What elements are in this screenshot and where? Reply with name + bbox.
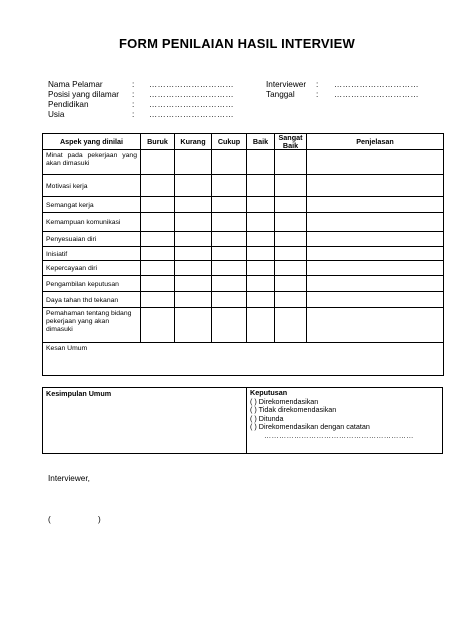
explanation-cell[interactable]: [307, 213, 444, 232]
catatan-dots[interactable]: ……………………………………………………: [264, 430, 414, 440]
info-colon: :: [132, 110, 135, 119]
rating-cell[interactable]: [275, 232, 307, 247]
info-label: Nama Pelamar: [48, 80, 103, 89]
rating-cell[interactable]: [141, 276, 175, 292]
explanation-cell[interactable]: [307, 232, 444, 247]
rating-cell[interactable]: [212, 175, 247, 197]
keputusan-section: [250, 389, 414, 441]
info-dots[interactable]: …………………………: [149, 110, 234, 119]
rating-cell[interactable]: [275, 308, 307, 343]
rating-cell[interactable]: [212, 232, 247, 247]
kesan-umum-row: [43, 343, 444, 376]
rating-cell[interactable]: [275, 261, 307, 276]
info-row-tanggal: [266, 90, 446, 100]
rating-cell[interactable]: [175, 308, 212, 343]
rating-cell[interactable]: [247, 213, 275, 232]
explanation-cell[interactable]: [307, 247, 444, 261]
rating-cell[interactable]: [275, 197, 307, 213]
kesan-umum-cell[interactable]: Kesan Umum: [43, 343, 444, 376]
table-row: [43, 232, 444, 247]
info-dots[interactable]: …………………………: [149, 80, 234, 89]
rating-cell[interactable]: [247, 197, 275, 213]
rating-cell[interactable]: [175, 247, 212, 261]
rating-cell[interactable]: [247, 232, 275, 247]
info-dots[interactable]: …………………………: [334, 90, 419, 99]
table-row: [43, 292, 444, 308]
rating-cell[interactable]: [247, 247, 275, 261]
info-colon: :: [132, 100, 135, 109]
info-colon: :: [316, 80, 319, 89]
info-row-usia: [48, 110, 258, 120]
header-penjelasan: Penjelasan: [307, 134, 444, 150]
info-dots[interactable]: …………………………: [149, 90, 234, 99]
rating-cell[interactable]: [141, 197, 175, 213]
option-direkomendasikan[interactable]: ( ) Direkomendasikan: [250, 396, 319, 406]
table-row: [43, 213, 444, 232]
info-dots[interactable]: …………………………: [149, 100, 234, 109]
rating-cell[interactable]: [175, 292, 212, 308]
aspect-label: Kepercayaan diri: [43, 261, 141, 276]
info-label: Pendidikan: [48, 100, 89, 109]
rating-cell[interactable]: [212, 292, 247, 308]
rating-cell[interactable]: [141, 261, 175, 276]
rating-cell[interactable]: [275, 247, 307, 261]
rating-cell[interactable]: [141, 247, 175, 261]
signature-bracket-open: (: [48, 515, 51, 524]
rating-cell[interactable]: [175, 150, 212, 175]
info-dots[interactable]: …………………………: [334, 80, 419, 89]
table-row: [43, 276, 444, 292]
info-colon: :: [132, 90, 135, 99]
info-label: Usia: [48, 110, 65, 119]
rating-cell[interactable]: [275, 276, 307, 292]
header-kurang: Kurang: [175, 134, 212, 150]
kesimpulan-title: Kesimpulan Umum: [46, 389, 112, 398]
rating-cell[interactable]: [212, 213, 247, 232]
aspect-label: Motivasi kerja: [43, 175, 141, 197]
keputusan-title: Keputusan: [250, 388, 288, 397]
info-row-nama: [48, 80, 258, 90]
rating-cell[interactable]: [175, 175, 212, 197]
rating-cell[interactable]: [212, 276, 247, 292]
rating-cell[interactable]: [275, 292, 307, 308]
rating-cell[interactable]: [247, 276, 275, 292]
rating-cell[interactable]: [275, 213, 307, 232]
table-row: [43, 261, 444, 276]
header-buruk: Buruk: [141, 134, 175, 150]
rating-cell[interactable]: [141, 150, 175, 175]
table-row: [43, 247, 444, 261]
rating-cell[interactable]: [247, 308, 275, 343]
info-row-pendidikan: [48, 100, 258, 110]
rating-cell[interactable]: [175, 232, 212, 247]
explanation-cell[interactable]: [307, 197, 444, 213]
form-title: FORM PENILAIAN HASIL INTERVIEW: [119, 36, 355, 51]
conclusion-box: [42, 387, 443, 454]
table-row: [43, 150, 444, 175]
aspect-label: Minat pada pekerjaan yang akan dimasuki: [43, 150, 141, 175]
info-label: Posisi yang dilamar: [48, 90, 119, 99]
explanation-cell[interactable]: [307, 276, 444, 292]
header-cukup: Cukup: [212, 134, 247, 150]
aspect-label: Inisiatif: [43, 247, 141, 261]
table-row: [43, 197, 444, 213]
rating-cell[interactable]: [141, 308, 175, 343]
info-row-posisi: [48, 90, 258, 100]
aspect-label: Kemampuan komunikasi: [43, 213, 141, 232]
rating-cell[interactable]: [212, 197, 247, 213]
rating-cell[interactable]: [212, 308, 247, 343]
info-label: Tanggal: [266, 90, 295, 99]
explanation-cell[interactable]: [307, 308, 444, 343]
table-row: [43, 308, 444, 343]
aspect-label: Penyesuaian diri: [43, 232, 141, 247]
rating-cell[interactable]: [175, 261, 212, 276]
rating-cell[interactable]: [247, 261, 275, 276]
header-sangat-baik: Sangat Baik: [275, 134, 307, 150]
rating-cell[interactable]: [141, 175, 175, 197]
table-header-row: [43, 134, 444, 150]
explanation-cell[interactable]: [307, 175, 444, 197]
info-colon: :: [132, 80, 135, 89]
rating-cell[interactable]: [175, 213, 212, 232]
rating-cell[interactable]: [275, 150, 307, 175]
rating-cell[interactable]: [212, 261, 247, 276]
rating-cell[interactable]: [175, 197, 212, 213]
aspect-label: Pengambilan keputusan: [43, 276, 141, 292]
applicant-info: [48, 80, 258, 120]
info-colon: :: [316, 90, 319, 99]
option-ditunda[interactable]: ( ) Ditunda: [250, 413, 284, 423]
rating-cell[interactable]: [275, 175, 307, 197]
explanation-cell[interactable]: [307, 150, 444, 175]
table-row: [43, 175, 444, 197]
rating-cell[interactable]: [247, 175, 275, 197]
explanation-cell[interactable]: [307, 292, 444, 308]
assessment-table: [42, 133, 444, 376]
option-tidak-direkomendasikan[interactable]: ( ) Tidak direkomendasikan: [250, 405, 337, 415]
signature-label: Interviewer,: [48, 474, 90, 483]
signature-bracket-close: ): [98, 515, 101, 524]
rating-cell[interactable]: [141, 213, 175, 232]
rating-cell[interactable]: [212, 150, 247, 175]
option-dengan-catatan[interactable]: ( ) Direkomendasikan dengan catatan: [250, 422, 370, 432]
conclusion-divider: [246, 388, 247, 453]
info-row-interviewer: [266, 80, 446, 90]
rating-cell[interactable]: [141, 292, 175, 308]
aspect-label: Pemahaman tentang bidang pekerjaan yang akan dimasuki: [43, 308, 141, 343]
rating-cell[interactable]: [247, 150, 275, 175]
rating-cell[interactable]: [175, 276, 212, 292]
interview-info: [266, 80, 446, 100]
info-label: Interviewer: [266, 80, 307, 89]
explanation-cell[interactable]: [307, 261, 444, 276]
header-baik: Baik: [247, 134, 275, 150]
header-aspek: Aspek yang dinilai: [43, 134, 141, 150]
aspect-label: Daya tahan thd tekanan: [43, 292, 141, 308]
aspect-label: Semangat kerja: [43, 197, 141, 213]
rating-cell[interactable]: [247, 292, 275, 308]
rating-cell[interactable]: [212, 247, 247, 261]
rating-cell[interactable]: [141, 232, 175, 247]
